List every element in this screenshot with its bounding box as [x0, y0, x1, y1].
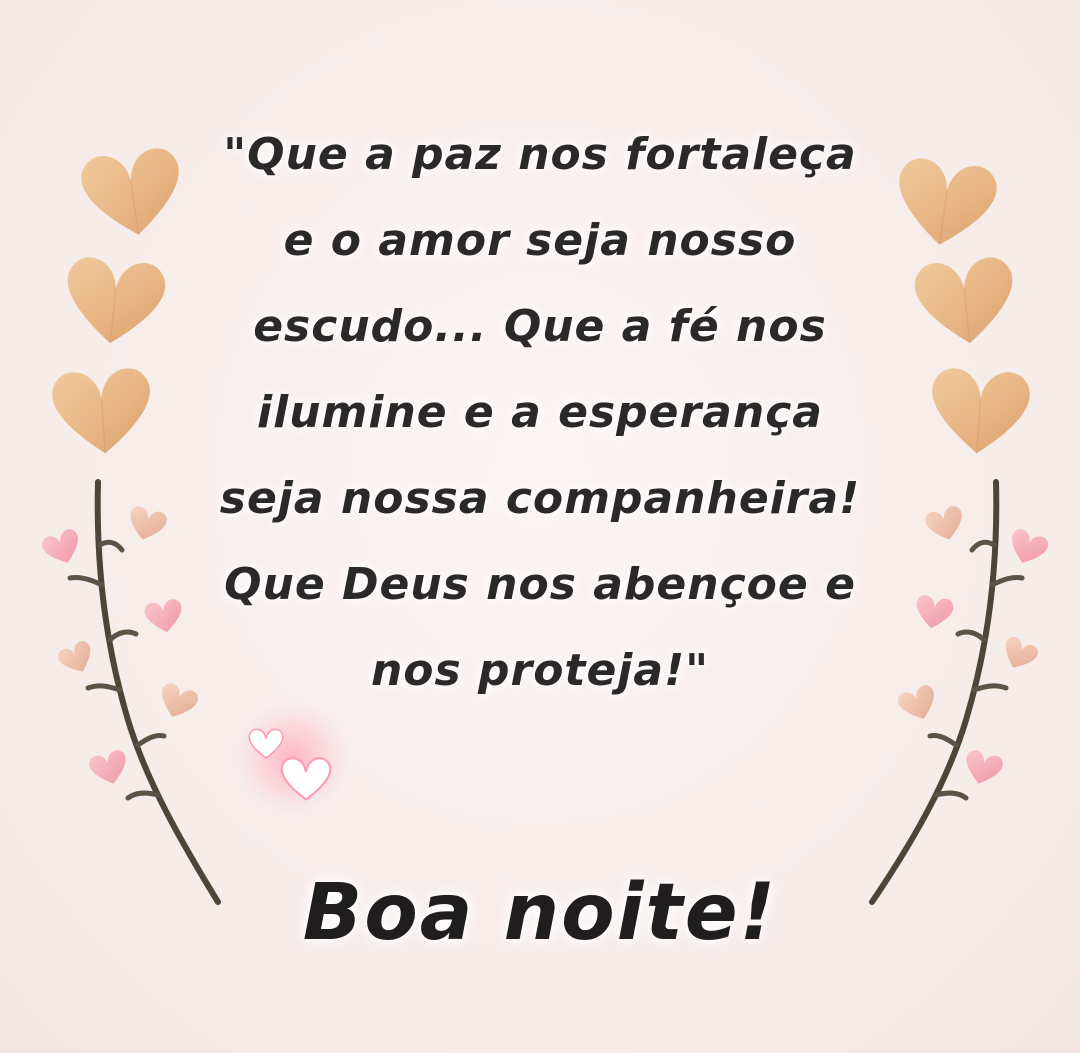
heart-icon [928, 367, 1031, 457]
quote-line: e o amor seja nosso [283, 215, 797, 266]
quote-line: ilumine e a esperança [257, 387, 823, 438]
quote-line: seja nossa companheira! [219, 473, 861, 524]
quote-line: nos proteja!" [370, 645, 710, 696]
heart-icon [51, 367, 154, 457]
quote-line: "Que a paz nos fortaleça [223, 129, 857, 180]
quote-text [180, 112, 900, 714]
quote-line: escudo... Que a fé nos [253, 301, 827, 352]
greeting-title: Boa noite! [302, 868, 778, 958]
heart-icon [891, 156, 999, 252]
quote-line: Que Deus nos abençoe e [224, 559, 856, 610]
glowing-heart-icon [232, 698, 352, 818]
heart-icon [61, 255, 167, 348]
heart-icon [913, 255, 1019, 348]
heart-icon [78, 146, 186, 242]
